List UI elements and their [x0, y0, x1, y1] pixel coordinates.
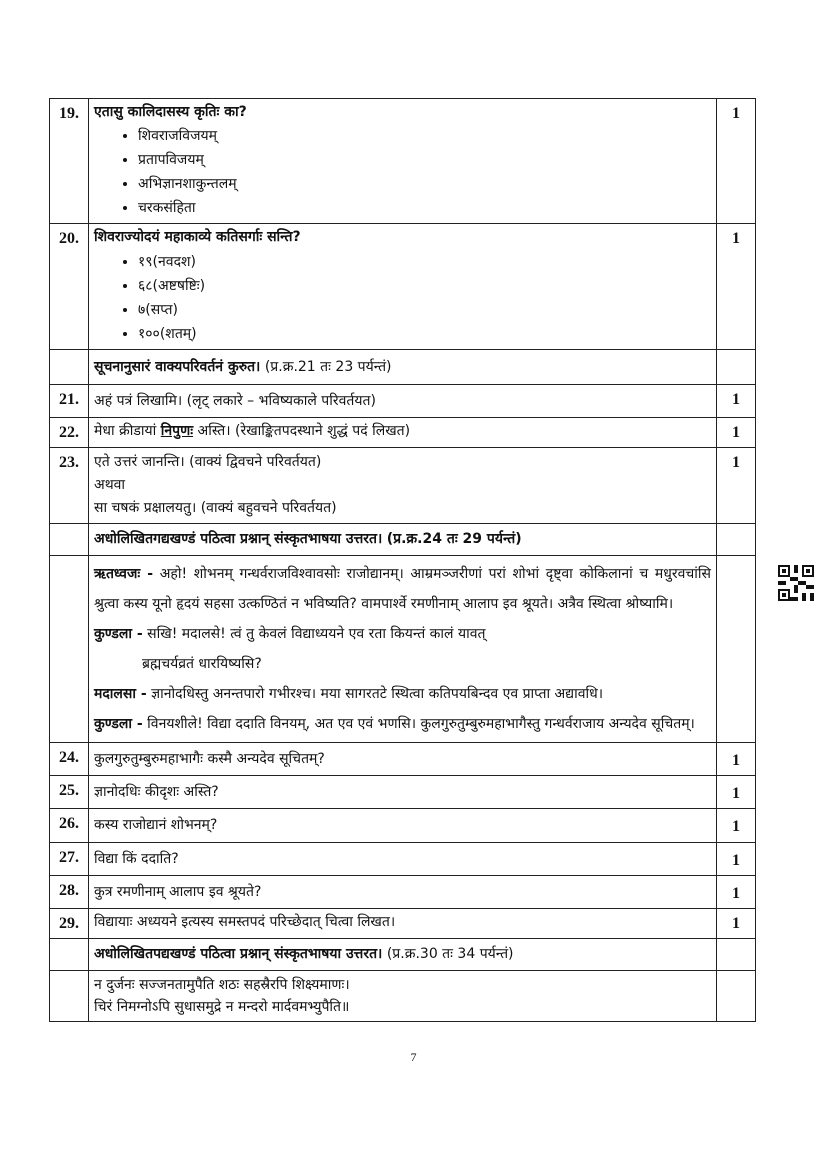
dialogue-text-continued: ब्रह्मचर्यव्रतं धारयिष्यसि?	[142, 655, 262, 672]
question-cell	[89, 224, 717, 349]
marks-cell: 1	[717, 875, 756, 908]
question-number: 27.	[50, 842, 89, 875]
verse-line: न दुर्जनः सज्जनतामुपैति शठः सहस्रैरपि शिक्ष्यमाणः।	[94, 976, 350, 993]
question-number: 21.	[50, 384, 89, 417]
question-number: 29.	[50, 909, 89, 939]
marks-cell: 1	[717, 418, 756, 448]
question-text-alt: सा चषकं प्रक्षालयतु। (वाक्यं बहुवचने परिवर्तयत)	[94, 500, 337, 517]
section-heading-row	[50, 524, 756, 555]
option-item: • अभिज्ञानशाकुन्तलम्	[138, 172, 711, 196]
question-number: 23.	[50, 448, 89, 524]
question-text-post: अस्ति। (रेखाङ्कितपदस्थाने शुद्धं पदं लिखत)	[193, 423, 411, 440]
or-text: अथवा	[94, 477, 126, 494]
question-number: 24.	[50, 742, 89, 775]
question-number: 26.	[50, 809, 89, 842]
question-row-29	[50, 909, 756, 939]
option-item: • ६८(अष्टषष्टिः)	[138, 274, 711, 298]
question-row-21	[50, 384, 756, 417]
qr-code-icon	[778, 565, 814, 601]
section-heading	[89, 939, 717, 970]
question-cell	[89, 448, 717, 524]
question-text: अहं पत्रं लिखामि। (लृट् लकारे – भविष्यकाले परिवर्तयत)	[89, 384, 717, 417]
marks-cell: 1	[717, 448, 756, 524]
marks-cell: 1	[717, 775, 756, 808]
speaker-name: कुण्डला -	[94, 715, 143, 732]
dialogue-2	[94, 619, 711, 649]
marks-cell: 1	[717, 384, 756, 417]
section-heading-text: अधोलिखितपद्यखण्डं पठित्वा प्रश्नान् संस्कृतभाषया उत्तरत।	[94, 946, 383, 963]
question-row-25	[50, 775, 756, 808]
question-number: 20.	[50, 224, 89, 349]
question-row-28	[50, 875, 756, 908]
option-item: • शिवराजविजयम्	[138, 124, 711, 148]
question-text: विद्या किं ददाति?	[89, 842, 717, 875]
verse-line: चिरं निमग्नोऽपि सुधासमुद्रे न मन्दरो मार्दवमभ्युपैति॥	[94, 998, 350, 1015]
underlined-word: निपुणः	[160, 423, 194, 440]
question-text: विद्यायाः अध्ययने इत्यस्य समस्तपदं परिच्छेदात् चित्वा लिखत।	[89, 909, 717, 939]
question-text: शिवराज्योदयं महाकाव्ये कतिसर्गाः सन्ति?	[94, 229, 301, 246]
section-heading-range: (प्र.क्र.30 तः 34 पर्यन्तं)	[386, 946, 514, 963]
section-heading-text: सूचनानुसारं वाक्यपरिवर्तनं कुरुत।	[94, 358, 261, 375]
question-text: कुलगुरुतुम्बुरुमहाभागैः कस्मै अन्यदेव सूचितम्?	[89, 742, 717, 775]
question-table	[49, 98, 756, 1022]
section-heading-row	[50, 349, 756, 384]
options-list	[94, 124, 711, 220]
dialogue-text: अहो! शोभनम् गन्धर्वराजविश्वावसोः राजोद्यानम्। आम्रमञ्जरीणां परां शोभां दृष्ट्वा कोकिलानां च मधुरवचांसि श्रुत्वा कस्य यूनो हृदयं सहसा उत्कण्ठितं न भविष्यति? वामपार्श्वे रमणीनाम् आलाप इव श्रूयते। अत्रैव स्थित्वा श्रोष्यामि।	[94, 565, 711, 612]
question-number: 22.	[50, 418, 89, 448]
section-heading	[89, 524, 717, 555]
section-heading-text: अधोलिखितगद्यखण्डं पठित्वा प्रश्नान् संस्कृतभाषया उत्तरत।	[94, 531, 383, 548]
question-cell	[89, 418, 717, 448]
prose-passage	[89, 555, 717, 742]
question-text: कस्य राजोद्यानं शोभनम्?	[89, 809, 717, 842]
passage-row	[50, 555, 756, 742]
question-text: एते उत्तरं जानन्ति। (वाक्यं द्विवचने परिवर्तयत)	[94, 454, 322, 471]
dialogue-1	[94, 559, 711, 619]
dialogue-text: विनयशीले! विद्या ददाति विनयम्, अत एव एवं भणसि। कुलगुरुतुम्बुरुमहाभागैस्तु गन्धर्वराजाय अन्यदेव सूचितम्।	[147, 715, 695, 732]
dialogue-3	[94, 679, 711, 709]
speaker-name: कुण्डला -	[94, 625, 143, 642]
speaker-name: मदालसा -	[94, 685, 147, 702]
question-row-27	[50, 842, 756, 875]
question-text: एतासु कालिदासस्य कृतिः का?	[94, 104, 247, 120]
dialogue-text: सखि! मदालसे! त्वं तु केवलं विद्याध्ययने एव रता कियन्तं कालं यावत्	[147, 625, 486, 642]
option-item: • १००(शतम्)	[138, 322, 711, 346]
section-heading-row	[50, 939, 756, 970]
question-number: 19.	[50, 99, 89, 224]
marks-cell: 1	[717, 809, 756, 842]
question-text-pre: मेधा क्रीडायां	[94, 423, 161, 440]
option-item: • चरकसंहिता	[138, 196, 711, 220]
marks-cell: 1	[717, 909, 756, 939]
option-item: • १९(नवदश)	[138, 250, 711, 274]
question-row-23	[50, 448, 756, 524]
question-row-20	[50, 224, 756, 349]
marks-cell: 1	[717, 99, 756, 224]
options-list	[94, 250, 711, 346]
speaker-name: ऋतध्वजः -	[94, 565, 154, 582]
option-item: • ७(सप्त)	[138, 298, 711, 322]
question-row-22	[50, 418, 756, 448]
question-row-19	[50, 99, 756, 224]
verse-row	[50, 970, 756, 1021]
dialogue-text: ज्ञानोदधिस्तु अनन्तपारो गभीरश्च। मया सागरतटे स्थित्वा कतिपयबिन्दव एव प्राप्ता अद्यावधि।	[151, 685, 604, 702]
section-heading	[89, 349, 717, 384]
option-item: • प्रतापविजयम्	[138, 148, 711, 172]
question-number: 28.	[50, 875, 89, 908]
marks-cell: 1	[717, 224, 756, 349]
question-row-24	[50, 742, 756, 775]
question-text: ज्ञानोदधिः कीदृशः अस्ति?	[89, 775, 717, 808]
marks-cell: 1	[717, 742, 756, 775]
page-number: 7	[410, 1050, 417, 1064]
question-number: 25.	[50, 775, 89, 808]
section-heading-range: (प्र.क्र.21 तः 23 पर्यन्तं)	[264, 358, 392, 375]
verse-passage	[89, 970, 717, 1021]
section-heading-range: (प्र.क्र.24 तः 29 पर्यन्तं)	[386, 531, 522, 548]
marks-cell: 1	[717, 842, 756, 875]
question-cell	[89, 99, 717, 224]
dialogue-4	[94, 709, 711, 739]
question-row-26	[50, 809, 756, 842]
question-text: कुत्र रमणीनाम् आलाप इव श्रूयते?	[89, 875, 717, 908]
